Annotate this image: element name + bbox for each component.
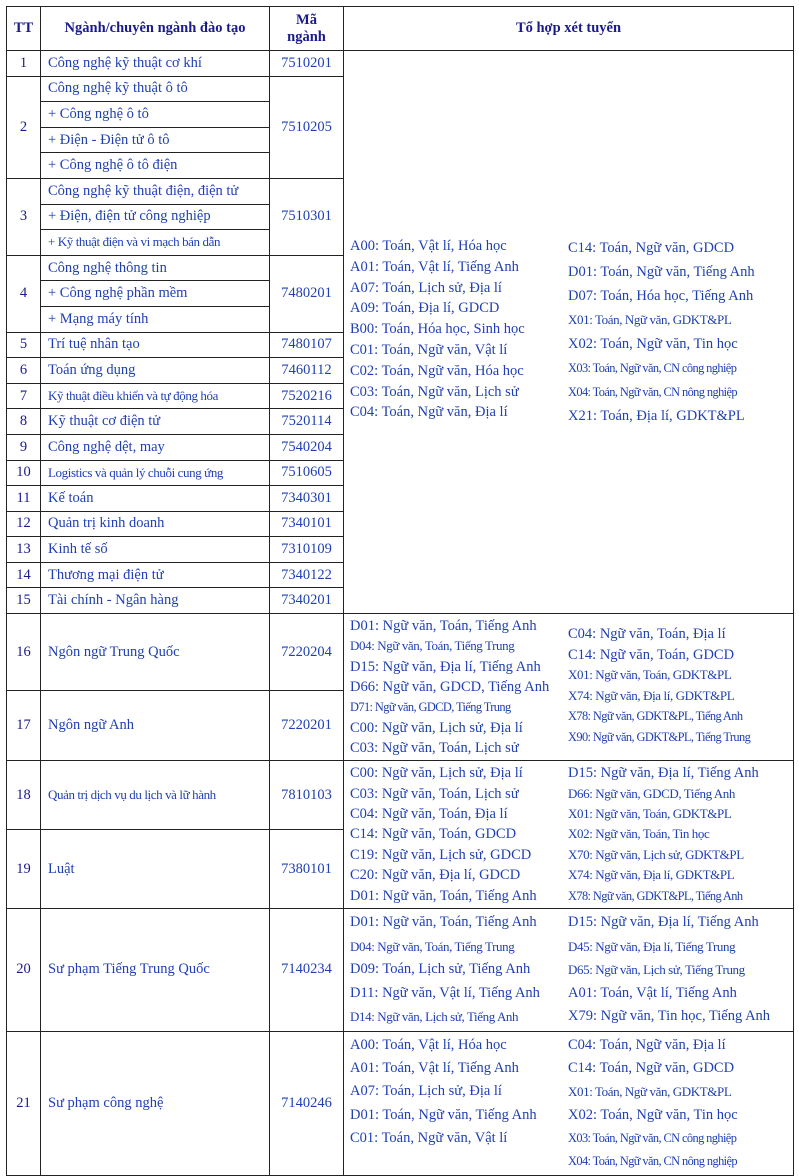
major-name: Kinh tế số bbox=[41, 537, 270, 563]
combo-group-4 bbox=[344, 908, 794, 1031]
combo-item: D11: Ngữ văn, Vật lí, Tiếng Anh bbox=[350, 984, 540, 1001]
combo-item: D15: Ngữ văn, Địa lí, Tiếng Anh bbox=[568, 765, 759, 782]
major-name: Thương mại điện tử bbox=[41, 562, 270, 588]
major-code: 7480201 bbox=[270, 255, 344, 332]
combo-group-1 bbox=[344, 51, 794, 614]
combo-item: C14: Toán, Ngữ văn, GDCD bbox=[568, 240, 735, 257]
combo-item: C04: Ngữ văn, Toán, Địa lí bbox=[568, 626, 726, 643]
specialization: + Công nghệ ô tô điện bbox=[41, 153, 270, 179]
major-code: 7220201 bbox=[270, 691, 344, 761]
combo-item: C00: Ngữ văn, Lịch sử, Địa lí bbox=[350, 765, 523, 782]
admission-table bbox=[6, 6, 794, 1176]
major-name: Trí tuệ nhân tạo bbox=[41, 332, 270, 358]
combo-list-left bbox=[350, 911, 568, 1029]
combo-item: X01: Ngữ văn, Toán, GDKT&PL bbox=[568, 667, 732, 683]
major-name: Toán ứng dụng bbox=[41, 358, 270, 384]
combo-item: X70: Ngữ văn, Lịch sử, GDKT&PL bbox=[568, 846, 744, 862]
combo-item: A09: Toán, Địa lí, GDCD bbox=[350, 300, 500, 317]
header-major: Ngành/chuyên ngành đào tạo bbox=[41, 7, 270, 51]
combo-item: X02: Ngữ văn, Toán, Tin học bbox=[568, 826, 710, 842]
combo-item: D15: Ngữ văn, Địa lí, Tiếng Anh bbox=[568, 913, 759, 930]
header-tt: TT bbox=[7, 7, 41, 51]
combo-item: D07: Toán, Hóa học, Tiếng Anh bbox=[568, 288, 754, 305]
row-number: 1 bbox=[7, 51, 41, 77]
major-code: 7540204 bbox=[270, 434, 344, 460]
major-code: 7340301 bbox=[270, 486, 344, 512]
major-name: Công nghệ dệt, may bbox=[41, 434, 270, 460]
specialization: + Công nghệ ô tô bbox=[41, 102, 270, 128]
combo-item: X02: Toán, Ngữ văn, Tin học bbox=[568, 336, 738, 353]
major-code: 7520114 bbox=[270, 409, 344, 435]
combo-item: D15: Ngữ văn, Địa lí, Tiếng Anh bbox=[350, 658, 541, 675]
combo-item: D04: Ngữ văn, Toán, Tiếng Trung bbox=[350, 638, 515, 654]
major-code: 7510605 bbox=[270, 460, 344, 486]
major-name: Luật bbox=[41, 830, 270, 909]
row-number: 13 bbox=[7, 537, 41, 563]
combo-list-right bbox=[568, 1034, 738, 1173]
major-name: Logistics và quản lý chuỗi cung ứng bbox=[41, 460, 270, 486]
combo-item: X74: Ngữ văn, Địa lí, GDKT&PL bbox=[568, 687, 735, 703]
combo-item: C04: Ngữ văn, Toán, Địa lí bbox=[350, 805, 508, 822]
combo-item: C03: Ngữ văn, Toán, Lịch sử bbox=[350, 739, 519, 756]
combo-item: X90: Ngữ văn, GDKT&PL, Tiếng Trung bbox=[568, 729, 751, 744]
combo-item: C04: Toán, Ngữ văn, Địa lí bbox=[568, 1036, 726, 1053]
specialization: + Kỹ thuật điện và vi mạch bán dẫn bbox=[41, 230, 270, 256]
row-number: 12 bbox=[7, 511, 41, 537]
row-number: 19 bbox=[7, 830, 41, 909]
combo-item: X04: Toán, Ngữ văn, CN nông nghiệp bbox=[568, 385, 737, 400]
specialization: + Mạng máy tính bbox=[41, 306, 270, 332]
header-combos: Tổ hợp xét tuyển bbox=[344, 7, 794, 51]
major-code: 7140234 bbox=[270, 908, 344, 1031]
combo-item: C14: Toán, Ngữ văn, GDCD bbox=[568, 1060, 735, 1077]
row-number: 21 bbox=[7, 1031, 41, 1175]
combo-list-left bbox=[350, 236, 568, 428]
combo-item: D01: Ngữ văn, Toán, Tiếng Anh bbox=[350, 618, 537, 635]
table-row bbox=[7, 761, 794, 830]
major-name: Quản trị dịch vụ du lịch và lữ hành bbox=[41, 761, 270, 830]
major-name: Kỹ thuật điều khiển và tự động hóa bbox=[41, 383, 270, 409]
major-name: Quản trị kinh doanh bbox=[41, 511, 270, 537]
combo-item: C00: Ngữ văn, Lịch sử, Địa lí bbox=[350, 719, 523, 736]
header-code: Mã ngành bbox=[270, 7, 344, 51]
combo-list-left bbox=[350, 763, 568, 906]
combo-item: D01: Toán, Ngữ văn, Tiếng Anh bbox=[350, 1106, 537, 1123]
combo-item: B00: Toán, Hóa học, Sinh học bbox=[350, 321, 525, 338]
major-name: Ngôn ngữ Trung Quốc bbox=[41, 614, 270, 691]
major-code: 7810103 bbox=[270, 761, 344, 830]
row-number: 9 bbox=[7, 434, 41, 460]
major-code: 7510201 bbox=[270, 51, 344, 77]
combo-item: D01: Toán, Ngữ văn, Tiếng Anh bbox=[568, 264, 755, 281]
major-code: 7380101 bbox=[270, 830, 344, 909]
major-name: Kỹ thuật cơ điện tử bbox=[41, 409, 270, 435]
major-code: 7340122 bbox=[270, 562, 344, 588]
combo-item: C03: Toán, Ngữ văn, Lịch sử bbox=[350, 383, 519, 400]
combo-item: D14: Ngữ văn, Lịch sử, Tiếng Anh bbox=[350, 1009, 519, 1025]
combo-list-right bbox=[568, 763, 759, 906]
table-row bbox=[7, 51, 794, 77]
major-code: 7140246 bbox=[270, 1031, 344, 1175]
row-number: 7 bbox=[7, 383, 41, 409]
combo-item: A01: Toán, Vật lí, Tiếng Anh bbox=[350, 1060, 519, 1077]
major-code: 7520216 bbox=[270, 383, 344, 409]
combo-item: D09: Toán, Lịch sử, Tiếng Anh bbox=[350, 961, 531, 978]
header-row bbox=[7, 7, 794, 51]
major-name: Công nghệ thông tin bbox=[41, 255, 270, 281]
combo-item: C03: Ngữ văn, Toán, Lịch sử bbox=[350, 785, 519, 802]
row-number: 5 bbox=[7, 332, 41, 358]
combo-item: C01: Toán, Ngữ văn, Vật lí bbox=[350, 1129, 508, 1146]
combo-item: C14: Ngữ văn, Toán, GDCD bbox=[568, 646, 735, 663]
combo-item: C02: Toán, Ngữ văn, Hóa học bbox=[350, 362, 524, 379]
combo-list-right bbox=[568, 236, 755, 428]
combo-list-right bbox=[568, 911, 770, 1029]
combo-item: D66: Ngữ văn, GDCD, Tiếng Anh bbox=[568, 785, 735, 801]
combo-item: X03: Toán, Ngữ văn, CN công nghiệp bbox=[568, 1130, 737, 1145]
major-name: Công nghệ kỹ thuật cơ khí bbox=[41, 51, 270, 77]
row-number: 10 bbox=[7, 460, 41, 486]
combo-item: D66: Ngữ văn, GDCD, Tiếng Anh bbox=[350, 678, 550, 695]
row-number: 4 bbox=[7, 255, 41, 332]
major-code: 7480107 bbox=[270, 332, 344, 358]
row-number: 6 bbox=[7, 358, 41, 384]
table-row bbox=[7, 614, 794, 691]
row-number: 14 bbox=[7, 562, 41, 588]
major-code: 7310109 bbox=[270, 537, 344, 563]
major-code: 7220204 bbox=[270, 614, 344, 691]
combo-item: X78: Ngữ văn, GDKT&PL, Tiếng Anh bbox=[568, 709, 743, 724]
combo-item: X02: Toán, Ngữ văn, Tin học bbox=[568, 1106, 738, 1123]
combo-item: X01: Ngữ văn, Toán, GDKT&PL bbox=[568, 805, 732, 821]
combo-group-3 bbox=[344, 761, 794, 909]
major-code: 7510301 bbox=[270, 178, 344, 255]
combo-list-left bbox=[350, 616, 568, 758]
combo-item: A01: Toán, Vật lí, Tiếng Anh bbox=[350, 258, 519, 275]
row-number: 2 bbox=[7, 76, 41, 178]
major-name: Ngôn ngữ Anh bbox=[41, 691, 270, 761]
combo-group-5 bbox=[344, 1031, 794, 1175]
combo-group-2 bbox=[344, 614, 794, 761]
row-number: 15 bbox=[7, 588, 41, 614]
combo-item: X74: Ngữ văn, Địa lí, GDKT&PL bbox=[568, 867, 735, 883]
row-number: 17 bbox=[7, 691, 41, 761]
combo-item: X03: Toán, Ngữ văn, CN công nghiệp bbox=[568, 361, 737, 376]
combo-item: A07: Toán, Lịch sử, Địa lí bbox=[350, 279, 502, 296]
specialization: + Công nghệ phần mềm bbox=[41, 281, 270, 307]
major-code: 7340101 bbox=[270, 511, 344, 537]
combo-item: C04: Toán, Ngữ văn, Địa lí bbox=[350, 404, 508, 421]
combo-item: X01: Toán, Ngữ văn, GDKT&PL bbox=[568, 312, 732, 328]
combo-list-left bbox=[350, 1034, 568, 1173]
specialization: + Điện - Điện tử ô tô bbox=[41, 127, 270, 153]
combo-list-right bbox=[568, 616, 750, 758]
combo-item: X04: Toán, Ngữ văn, CN nông nghiệp bbox=[568, 1153, 737, 1168]
combo-item: X79: Ngữ văn, Tin học, Tiếng Anh bbox=[568, 1008, 771, 1025]
combo-item: D01: Ngữ văn, Toán, Tiếng Anh bbox=[350, 887, 537, 904]
combo-item: X21: Toán, Địa lí, GDKT&PL bbox=[568, 408, 745, 425]
row-number: 16 bbox=[7, 614, 41, 691]
table-row bbox=[7, 908, 794, 1031]
combo-item: A07: Toán, Lịch sử, Địa lí bbox=[350, 1083, 502, 1100]
row-number: 8 bbox=[7, 409, 41, 435]
combo-item: A00: Toán, Vật lí, Hóa học bbox=[350, 1036, 507, 1053]
combo-item: X01: Toán, Ngữ văn, GDKT&PL bbox=[568, 1084, 732, 1100]
major-code: 7510205 bbox=[270, 76, 344, 178]
row-number: 20 bbox=[7, 908, 41, 1031]
combo-item: C01: Toán, Ngữ văn, Vật lí bbox=[350, 342, 508, 359]
combo-item: A01: Toán, Vật lí, Tiếng Anh bbox=[568, 984, 737, 1001]
specialization: + Điện, điện tử công nghiệp bbox=[41, 204, 270, 230]
combo-item: C14: Ngữ văn, Toán, GDCD bbox=[350, 826, 517, 843]
major-name: Công nghệ kỹ thuật điện, điện tử bbox=[41, 178, 270, 204]
table-row bbox=[7, 1031, 794, 1175]
major-name: Công nghệ kỹ thuật ô tô bbox=[41, 76, 270, 102]
row-number: 3 bbox=[7, 178, 41, 255]
major-code: 7340201 bbox=[270, 588, 344, 614]
combo-item: D45: Ngữ văn, Địa lí, Tiếng Trung bbox=[568, 938, 736, 954]
major-name: Sư phạm Tiếng Trung Quốc bbox=[41, 908, 270, 1031]
combo-item: D01: Ngữ văn, Toán, Tiếng Anh bbox=[350, 913, 537, 930]
combo-item: D65: Ngữ văn, Lịch sử, Tiếng Trung bbox=[568, 962, 745, 978]
combo-item: C20: Ngữ văn, Địa lí, GDCD bbox=[350, 867, 521, 884]
major-name: Sư phạm công nghệ bbox=[41, 1031, 270, 1175]
major-name: Kế toán bbox=[41, 486, 270, 512]
row-number: 11 bbox=[7, 486, 41, 512]
major-name: Tài chính - Ngân hàng bbox=[41, 588, 270, 614]
combo-item: X78: Ngữ văn, GDKT&PL, Tiếng Anh bbox=[568, 888, 743, 903]
combo-item: D71: Ngữ văn, GDCD, Tiếng Trung bbox=[350, 700, 511, 715]
major-code: 7460112 bbox=[270, 358, 344, 384]
row-number: 18 bbox=[7, 761, 41, 830]
combo-item: D04: Ngữ văn, Toán, Tiếng Trung bbox=[350, 938, 515, 954]
combo-item: A00: Toán, Vật lí, Hóa học bbox=[350, 238, 507, 255]
combo-item: C19: Ngữ văn, Lịch sử, GDCD bbox=[350, 846, 532, 863]
